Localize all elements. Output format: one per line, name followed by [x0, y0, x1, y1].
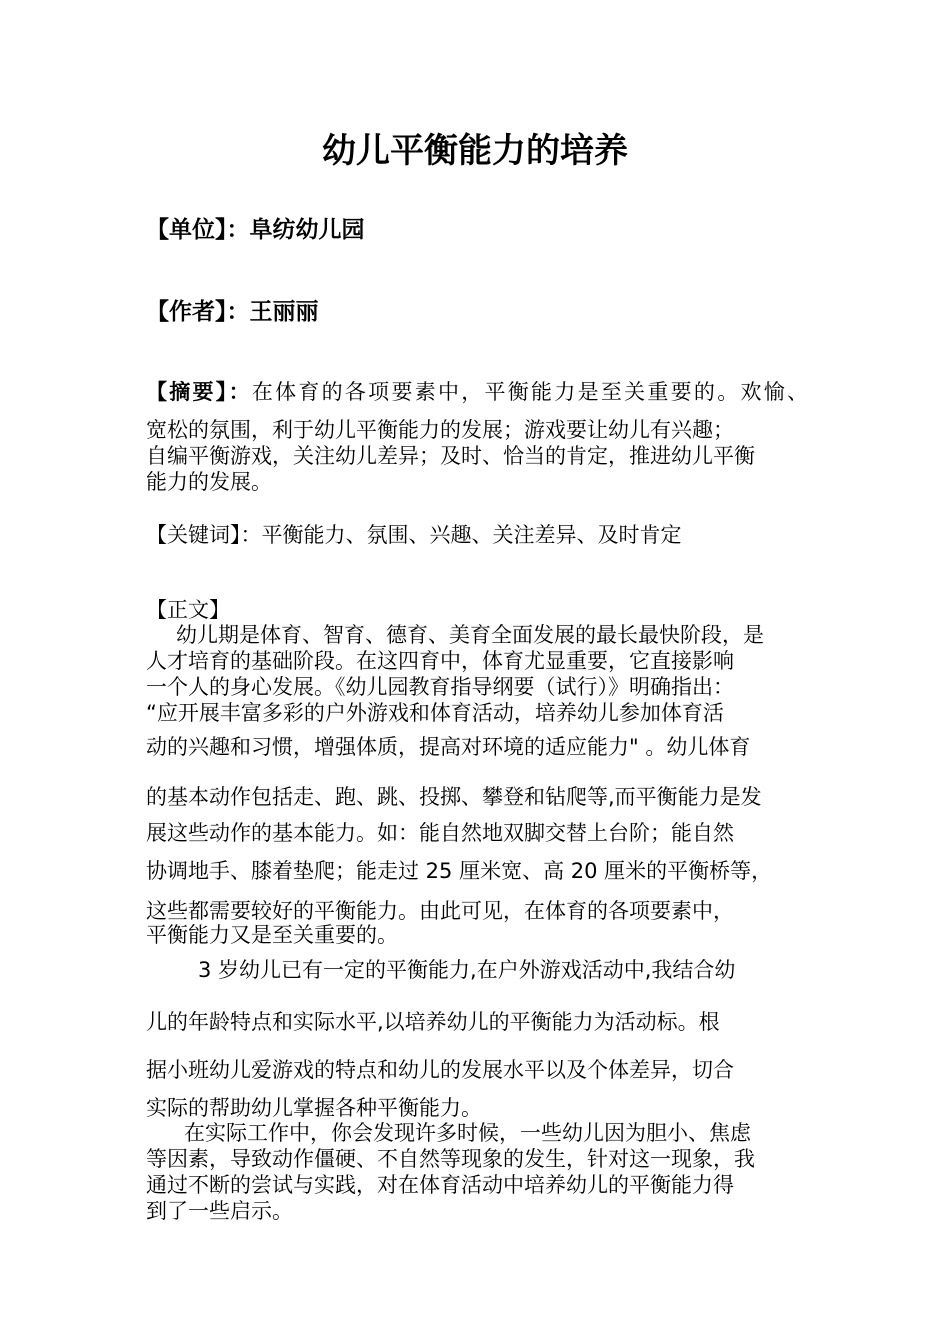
keywords-value: 平衡能力、氛围、兴趣、关注差异、及时肯定: [261, 523, 682, 547]
unit-value: 阜纺幼儿园: [249, 217, 365, 243]
abstract-label: 【摘要】：: [146, 380, 252, 404]
author-value: 王丽丽: [249, 299, 319, 325]
keywords-label: 【关键词】：: [146, 523, 262, 547]
p3-line-4: 到了一些启示。: [146, 1199, 293, 1223]
p2-line-2: 儿的年龄特点和实际水平,以培养幼儿的平衡能力为活动标。根: [146, 1010, 720, 1034]
body-label: 【正文】: [146, 598, 230, 622]
p1-line-1: 幼儿期是体育、智育、德育、美育全面发展的最长最快阶段，是: [176, 623, 764, 647]
unit-label: 【单位】：: [146, 217, 250, 243]
p1-line-4: “应开展丰富多彩的户外游戏和体育活动，培养幼儿参加体育活: [146, 701, 724, 725]
p1-line-9: 这些都需要较好的平衡能力。由此可见，在体育的各项要素中，: [146, 899, 734, 923]
unit-line: [146, 214, 365, 246]
p1-line-6: 的基本动作包括走、跑、跳、投掷、攀登和钻爬等,而平衡能力是发: [146, 785, 762, 809]
p3-line-2: 等因素，导致动作僵硬、不自然等现象的发生，针对这一现象，我: [146, 1147, 755, 1171]
p2-line-4: 实际的帮助幼儿掌握各种平衡能力。: [146, 1096, 482, 1120]
p3-line-1: 在实际工作中，你会发现许多时候，一些幼儿因为胆小、焦虑: [184, 1121, 751, 1145]
p1-line-7: 展这些动作的基本能力。如：能自然地双脚交替上台阶；能自然: [146, 821, 734, 845]
p3-line-3: 通过不断的尝试与实践，对在体育活动中培养幼儿的平衡能力得: [146, 1173, 734, 1197]
abstract-section: [146, 377, 809, 494]
abstract-line-3: 自编平衡游戏，关注幼儿差异；及时、恰当的肯定，推进幼儿平衡: [146, 444, 755, 468]
author-label: 【作者】：: [146, 299, 250, 325]
abstract-line-2: 宽松的氛围，利于幼儿平衡能力的发展；游戏要让幼儿有兴趣；: [146, 418, 734, 442]
keywords-line: [146, 520, 808, 550]
author-line: [146, 296, 319, 328]
abstract-line-1: 【摘要】：在体育的各项要素中，平衡能力是至关重要的。欢愉、: [146, 380, 809, 404]
p1-line-5: 动的兴趣和习惯，增强体质，提高对环境的适应能力" 。幼儿体育: [146, 735, 751, 759]
abstract-line-4: 能力的发展。: [146, 470, 272, 494]
p1-line-8: 协调地手、膝着垫爬；能走过 25 厘米宽、高 20 厘米的平衡桥等，: [146, 859, 773, 883]
p2-line-3: 据小班幼儿爱游戏的特点和幼儿的发展水平以及个体差异，切合: [146, 1058, 734, 1082]
p2-line-1: 3 岁幼儿已有一定的平衡能力,在户外游戏活动中,我结合幼: [198, 958, 736, 982]
document-title: 幼儿平衡能力的培养: [322, 131, 628, 171]
p1-line-2: 人才培育的基础阶段。在这四育中，体育尤显重要，它直接影响: [146, 649, 734, 673]
p1-line-10: 平衡能力又是至关重要的。: [146, 923, 398, 947]
p1-line-3: 一个人的身心发展。《幼儿园教育指导纲要（试行）》明确指出：: [146, 675, 734, 699]
